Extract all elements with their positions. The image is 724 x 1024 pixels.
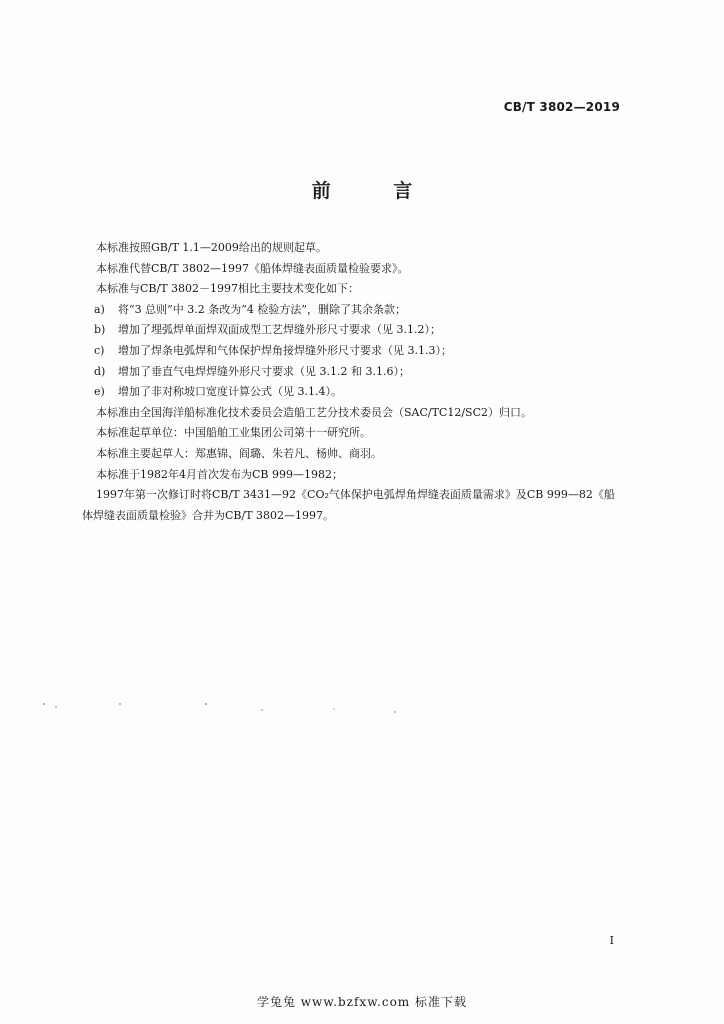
list-item-text: 将“3 总则”中 3.2 条改为“4 检验方法”，删除了其余条款； bbox=[118, 302, 406, 316]
list-item bbox=[94, 320, 636, 341]
list-marker: a) bbox=[94, 302, 105, 316]
list-item-text: 增加了埋弧焊单面焊双面成型工艺焊缝外形尺寸要求（见 3.1.2）； bbox=[118, 323, 441, 337]
page-number: I bbox=[609, 934, 614, 947]
list-item bbox=[94, 382, 636, 403]
change-list bbox=[94, 300, 636, 403]
foreword-body bbox=[82, 238, 636, 526]
revision-history-line-1: 1997年第一次修订时将CB/T 3431—92《CO₂气体保护电弧焊角焊缝表面质量需求》及CB 999—82《船 bbox=[96, 488, 615, 502]
list-marker: d) bbox=[94, 364, 106, 378]
paragraph-changes-intro: 本标准与CB/T 3802－1997相比主要技术变化如下： bbox=[96, 282, 360, 296]
paragraph-revision-history bbox=[82, 485, 636, 526]
paragraph-drafting-unit: 本标准起草单位：中国船舶工业集团公司第十一研究所。 bbox=[96, 426, 371, 440]
list-item-text: 增加了非对称坡口宽度计算公式（见 3.1.4）。 bbox=[118, 385, 342, 399]
paragraph-first-release: 本标准于1982年4月首次发布为CB 999—1982； bbox=[96, 467, 343, 481]
paragraph-drafters: 本标准主要起草人：郑惠锦、阎璐、朱若凡、杨帅、商羽。 bbox=[96, 446, 382, 460]
standard-code: CB/T 3802—2019 bbox=[503, 100, 620, 114]
list-marker: b) bbox=[94, 323, 106, 337]
list-item bbox=[94, 300, 636, 321]
list-marker: c) bbox=[94, 343, 105, 357]
list-item bbox=[94, 362, 636, 383]
footer-watermark: 学兔兔 www.bzfxw.com 标准下载 bbox=[256, 995, 468, 1009]
list-marker: e) bbox=[94, 385, 105, 399]
paragraph-drafting-rules: 本标准按照GB/T 1.1—2009给出的规则起草。 bbox=[96, 241, 327, 254]
paragraph-replaces: 本标准代替CB/T 3802—1997《船体焊缝表面质量检验要求》。 bbox=[96, 261, 409, 275]
list-item-text: 增加了焊条电弧焊和气体保护焊角接焊缝外形尺寸要求（见 3.1.3）； bbox=[118, 343, 452, 357]
list-item bbox=[94, 341, 636, 362]
page-title: 前 言 bbox=[311, 180, 441, 202]
paragraph-responsible-committee: 本标准由全国海洋船标准化技术委员会造船工艺分技术委员会（SAC/TC12/SC2）归口。 bbox=[96, 405, 533, 419]
revision-history-line-2: 体焊缝表面质量检验》合并为CB/T 3802—1997。 bbox=[82, 508, 335, 522]
list-item-text: 增加了垂直气电焊焊缝外形尺寸要求（见 3.1.2 和 3.1.6）； bbox=[118, 364, 410, 378]
